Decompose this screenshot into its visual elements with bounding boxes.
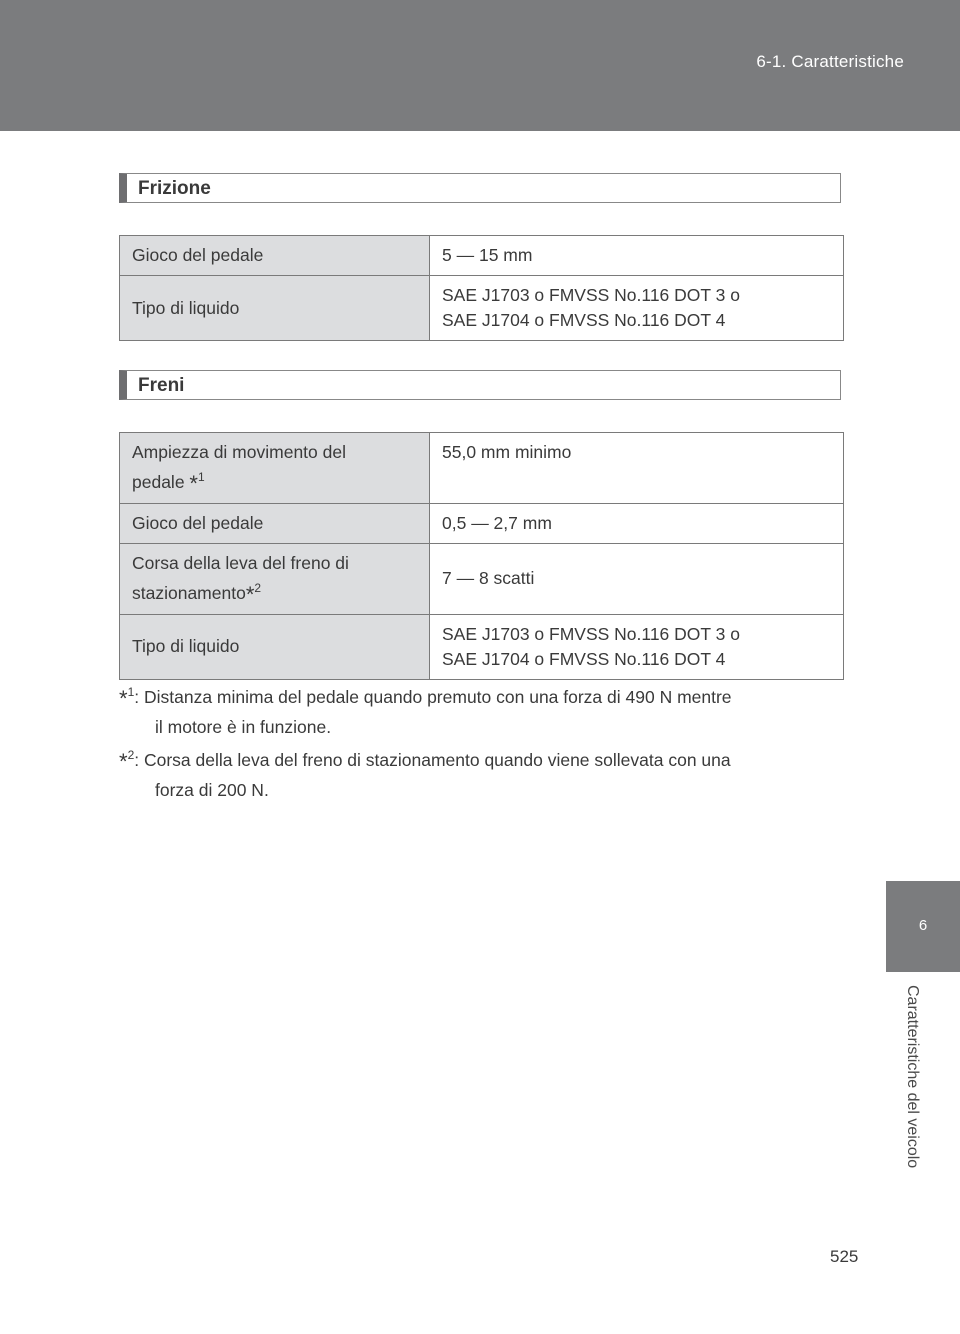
footnote-2: *$^2$: Corsa della leva del freno di stazionamento quando viene sollevata con una forza di 200 N.: [119, 748, 731, 800]
brakes-spec-table: [119, 432, 844, 680]
row-value: 55,0 mm minimo: [430, 433, 844, 504]
section-title: Freni: [138, 375, 185, 396]
page-number: 525: [830, 1247, 859, 1266]
chapter-number: 6: [918, 917, 928, 934]
row-label: Corsa della leva del freno di stazionamento*$^2$: [120, 543, 430, 614]
row-value: SAE J1703 o FMVSS No.116 DOT 3 o SAE J1704 o FMVSS No.116 DOT 4: [430, 276, 844, 341]
row-label: Tipo di liquido: [120, 276, 430, 341]
row-value: 0,5 — 2,7 mm: [430, 503, 844, 543]
footnote-star-icon: *: [119, 685, 128, 711]
row-label: Gioco del pedale: [120, 236, 430, 276]
footnote-star-icon: *: [119, 748, 128, 774]
row-label: Gioco del pedale: [120, 503, 430, 543]
table-row: [120, 503, 844, 543]
chapter-label: Caratteristiche del veicolo: [904, 985, 921, 1169]
row-value: 5 — 15 mm: [430, 236, 844, 276]
section-title: Frizione: [138, 178, 211, 199]
table-row: [120, 433, 844, 504]
table-row: [120, 614, 844, 679]
clutch-spec-table: [119, 235, 844, 341]
row-value: SAE J1703 o FMVSS No.116 DOT 3 o SAE J1704 o FMVSS No.116 DOT 4: [430, 614, 844, 679]
page-title: 6-1. Caratteristiche: [756, 52, 904, 71]
section-heading-brakes: [119, 370, 841, 400]
row-label: Ampiezza di movimento del pedale *$^1$: [120, 433, 430, 504]
table-row: [120, 276, 844, 341]
footnote-star-icon: *: [189, 470, 198, 496]
header-band: [0, 0, 960, 131]
row-label: Tipo di liquido: [120, 614, 430, 679]
footnote-star-icon: *: [245, 581, 255, 607]
footnote-1: *$^1$: Distanza minima del pedale quando premuto con una forza di 490 N mentre il motore è in funzione.: [119, 685, 732, 737]
section-heading-clutch: [119, 173, 841, 203]
table-row: [120, 236, 844, 276]
table-row: [120, 543, 844, 614]
row-value: 7 — 8 scatti: [430, 543, 844, 614]
chapter-tab: [886, 881, 960, 972]
